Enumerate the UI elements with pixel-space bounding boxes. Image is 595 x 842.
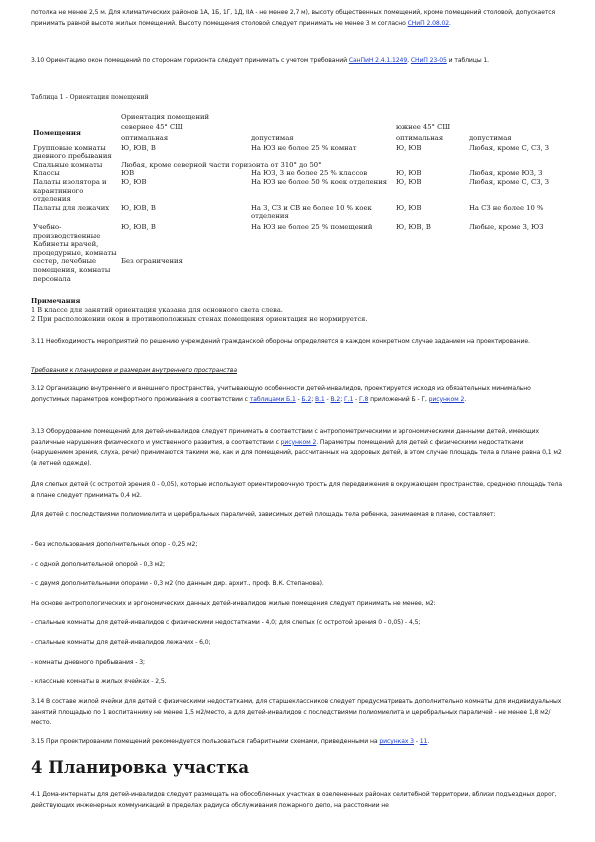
subheading-requirements: Требования к планировке и размерам внутреннего пространства bbox=[31, 367, 237, 374]
list-item: - спальные комнаты для детей-инвалидов с физическими недостатками - 4,0; для слепых (с остротой зрения 0 - 0,05) - 4,5; bbox=[31, 619, 421, 626]
notes-title: Примечания bbox=[31, 297, 81, 305]
paragraph-3-14: 3.14 В составе жилой ячейки для детей с физическими недостатками, для старшеклассников следует предусматривать дополнительно комнаты для индивидуальных занятий площадью по 1 воспитаннику не менее 1,5 м2/место, а для детей-инвалидов с последствиями полиомиелита и церебральных параличей - не менее 1,8 м2/место. bbox=[31, 698, 562, 727]
link-figures-3[interactable]: рисунках 3 bbox=[379, 738, 414, 745]
note-1: 1 В классе для занятий ориентация указана для основного света слева. bbox=[31, 306, 283, 315]
list-item: - спальные комнаты для детей-инвалидов лежачих - 6,0; bbox=[31, 639, 211, 646]
link-table-g1[interactable]: Г.1 bbox=[343, 395, 354, 403]
link-figures-11[interactable]: 11 bbox=[419, 738, 428, 745]
table-row: Палаты изолятора и карантинного отделения Ю, ЮВ На ЮЗ не более 50 % коек отделения Ю, ЮВ Любая, кроме С, СЗ, З bbox=[33, 177, 550, 204]
list-item: - классные комнаты в жилых ячейках - 2,5. bbox=[31, 678, 167, 685]
paragraph-4-1: 4.1 Дома-интернаты для детей-инвалидов следует размещать на обособленных участках в озелененных районах селитебной территории, вблизи подъездных дорог, действующих инженерных коммуникаций в пределах радиуса обслуживания пожарного депо, на расстоянии не bbox=[31, 791, 557, 809]
paragraph-text: потолка не менее 2,5 м. Для климатических районов 1А, 1Б, 1Г, 1Д, IIA - не менее 2,7 м), высоту общественных помещений, кроме помещений столовой, допускается принимать равной высоте жилых помещений. Высоту помещения столовой следует принимать не менее 3 м согласно bbox=[31, 9, 556, 27]
link-snip-2305[interactable]: СНиП 23-05 bbox=[410, 57, 447, 64]
paragraph-3-13: 3.13 Оборудование помещений для детей-инвалидов следует принимать в соответствии с антропометрическими и эргономическими данными детей, имеющих различные нарушения физического и умственного развития, в соответствии с рисунком 2. Параметры помещений для детей с физическими недостатками (нарушением зрения, слуха, речи) принимаются такими же, как и для помещений, рассчитанных на здоровых детей, в этом случае площадь тела в плане равна 0,1 м2 (в летней одежде). bbox=[31, 428, 562, 467]
link-figure-2b[interactable]: рисунком 2 bbox=[280, 438, 317, 446]
header-south: южнее 45° СШ bbox=[396, 123, 451, 131]
header-optimal-north: оптимальная bbox=[121, 133, 169, 142]
note-2: 2 При расположении окон в противоположных стенах помещения ориентация не нормируется. bbox=[31, 315, 368, 324]
paragraph-polio: Для детей с последствиями полиомиелита и церебральных параличей, зависимых детей площадь тела ребенка, занимаемая в плане, составляет: bbox=[31, 511, 496, 518]
table-notes bbox=[31, 297, 531, 325]
paragraph-3-10: 3.10 Ориентацию окон помещений по сторонам горизонта следует принимать с учетом требований СанПиН 2.4.1.1249, СНиП 23-05 и таблицы 1. bbox=[31, 57, 489, 64]
link-table-v2[interactable]: В.2 bbox=[330, 395, 341, 403]
link-table-b2[interactable]: Б.2 bbox=[301, 395, 312, 403]
table-header-row bbox=[31, 123, 561, 132]
paragraph-3-15: 3.15 При проектировании помещений рекомендуется пользоваться габаритными схемами, приведенными на рисунках 3 - 11. bbox=[31, 738, 430, 745]
list-item: - без использования дополнительных опор - 0,25 м2; bbox=[31, 541, 198, 548]
table-row: Классы ЮВ На ЮЗ, З не более 25 % классов Ю, ЮВ Любая, кроме ЮЗ, З bbox=[33, 169, 543, 178]
section-title: 4 Планировка участка bbox=[31, 758, 250, 777]
table-row: Палаты для лежачих Ю, ЮВ, В На З, СЗ и СВ не более 10 % коек отделения Ю, ЮВ На СЗ не более 10 % bbox=[33, 203, 544, 221]
table-header-row bbox=[31, 113, 561, 123]
link-table-v1[interactable]: В.1 bbox=[315, 395, 325, 403]
header-north: севернее 45° СШ bbox=[121, 123, 183, 131]
paragraph-intro: потолка не менее 2,5 м. Для климатических районов 1А, 1Б, 1Г, 1Д, IIA - не менее 2,7 м), высоту общественных помещений, кроме помещений столовой, допускается принимать равной высоте жилых помещений. Высоту помещения столовой следует принимать не менее 3 м согласно СНиП 2.08.02. bbox=[31, 9, 556, 27]
table-row: Спальные комнаты Любая, кроме северной части горизонта от 310° до 50° bbox=[33, 160, 322, 169]
header-allowed-south: допустимая bbox=[469, 133, 512, 142]
header-optimal-south: оптимальная bbox=[396, 133, 444, 142]
header-orientation: Ориентация помещений bbox=[121, 113, 210, 121]
orientation-table bbox=[31, 113, 561, 283]
table-row: Кабинеты врачей, процедурные, комнаты сестер, лечебные помещения, комнаты персонала Без ограничения bbox=[33, 240, 183, 283]
link-sanpin[interactable]: СанПиН 2.4.1.1249 bbox=[348, 57, 408, 64]
list-item: - с одной дополнительной опорой - 0,3 м2; bbox=[31, 561, 165, 568]
table-row: Групповые комнаты дневного пребывания Ю, ЮВ, В На ЮЗ не более 25 % комнат Ю, ЮВ Любая, кроме С, СЗ, З bbox=[33, 143, 550, 161]
paragraph-3-11: 3.11 Необходимость мероприятий по решению учреждений гражданской обороны определяется в каждом конкретном случае заданием на проектирование. bbox=[31, 338, 530, 345]
link-snip-20802[interactable]: СНиП 2.08.02 bbox=[407, 19, 450, 27]
link-figure-2[interactable]: рисунком 2 bbox=[428, 395, 465, 403]
link-table-g8[interactable]: Г.8 bbox=[359, 395, 369, 403]
list-item: - с двумя дополнительными опорами - 0,3 м2 (по данным дир. архит., проф. В.К. Степанова). bbox=[31, 580, 324, 587]
table-caption: Таблица 1 - Ориентация помещений bbox=[31, 94, 149, 101]
paragraph-norms: На основе антропологических и эргономических данных детей-инвалидов жилые помещения следует принимать не менее, м2: bbox=[31, 600, 436, 607]
table-row: Учебно-производственные Ю, ЮВ, В На ЮЗ не более 25 % помещений Ю, ЮВ, В Любые, кроме З, ЮЗ bbox=[33, 222, 544, 240]
paragraph-blind-children: Для слепых детей (с остротой зрения 0 - 0,05), которые используют ориентировочную трость для передвижения в окружающем пространстве, среднюю площадь тела в плане следует принимать 0,4 м2. bbox=[31, 481, 562, 499]
link-table-b1[interactable]: таблицами Б.1 bbox=[249, 395, 296, 403]
list-item: - комнаты дневного пребывания - 3; bbox=[31, 659, 145, 666]
header-allowed-north: допустимая bbox=[251, 133, 294, 142]
paragraph-3-12: 3.12 Организацию внутреннего и внешнего пространства, учитывающую особенности детей-инвалидов, проектируется исходя из обязательных минимально допустимых параметров комфортного проживания в соответствии с таблицами Б.1 - Б.2; В.1 - В.2; Г.1 - Г.8 приложений Б - Г, рисунком 2. bbox=[31, 385, 531, 403]
header-rooms: Помещения bbox=[33, 129, 81, 137]
